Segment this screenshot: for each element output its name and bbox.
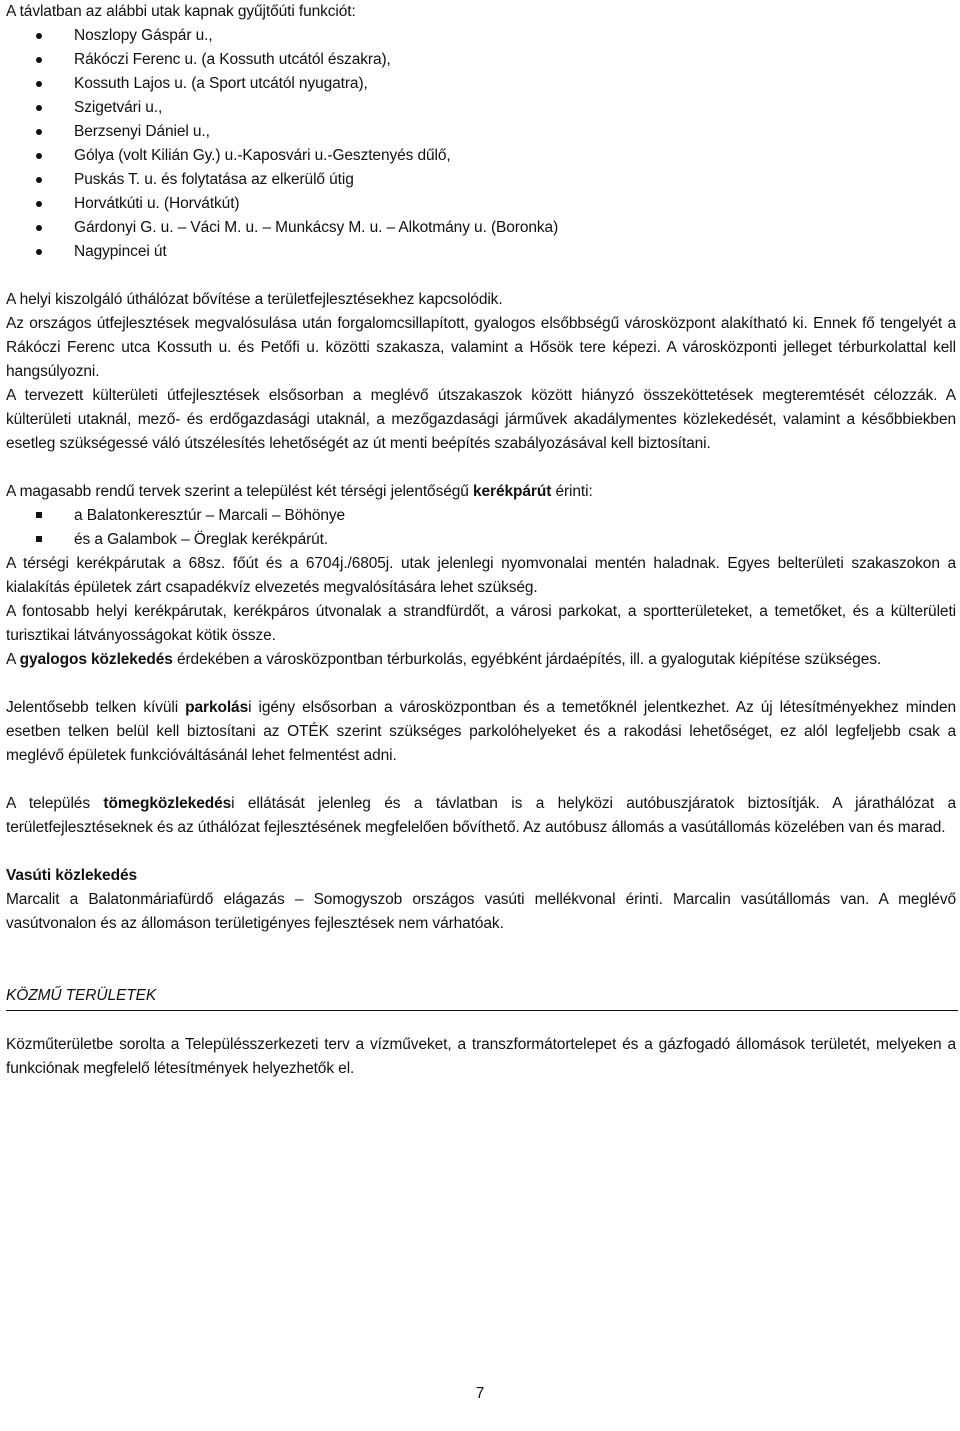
list-item: Rákóczi Ferenc u. (a Kossuth utcától északra),	[6, 48, 956, 72]
page-number: 7	[475, 1385, 485, 1402]
bullet-dot-icon	[36, 105, 42, 111]
local-bike-paragraph: A fontosabb helyi kerékpárutak, kerékpáros útvonalak a strandfürdőt, a városi parkokat, a sportterületeket, a temetőket, és a külterületi turisztikai látványosságokat kötik össze.	[6, 603, 956, 644]
rural-roads-paragraph: A tervezett külterületi útfejlesztések elsősorban a meglévő útszakaszok között hiányzó összeköttetések megteremtését célozzák. A külterületi utaknál, mező- és erdőgazdasági utaknál, a mezőgazdasági járművek akadálymentes közlekedését, valamint a későbbiekben esetleg szükségessé váló útszélesítés lehetőségét az út menti beépítés szabályozásával kell biztosítani.	[6, 387, 956, 452]
pedestrian-paragraph: A gyalogos közlekedés érdekében a városközpontban térburkolás, egyébként járdaépítés, ill. a gyalogutak kiépítése szükséges.	[6, 651, 882, 668]
bullet-dot-icon	[36, 249, 42, 255]
local-network-paragraph: A helyi kiszolgáló úthálózat bővítése a területfejlesztésekhez kapcsolódik.	[6, 291, 503, 308]
list-item: Puskás T. u. és folytatása az elkerülő útig	[6, 168, 956, 192]
bullet-dot-icon	[36, 33, 42, 39]
collector-roads-intro: A távlatban az alábbi utak kapnak gyűjtőúti funkciót:	[6, 3, 356, 20]
rail-heading: Vasúti közlekedés	[6, 867, 137, 884]
list-item: Szigetvári u.,	[6, 96, 956, 120]
bullet-dot-icon	[36, 177, 42, 183]
bullet-dot-icon	[36, 225, 42, 231]
bullet-dot-icon	[36, 201, 42, 207]
bullet-dot-icon	[36, 129, 42, 135]
bike-intro-paragraph: A magasabb rendű tervek szerint a települést két térségi jelentőségű kerékpárút érinti:	[6, 483, 593, 500]
public-transit-paragraph: A település tömegközlekedési ellátását jelenleg és a távlatban is a helyközi autóbuszjáratok biztosítják. A járathálózat a területfejlesztéseknek és az úthálózat fejlesztésének megfelelően bővíthető. Az autóbusz állomás a vasútállomás közelében van és marad.	[6, 795, 956, 836]
list-item: Horvátkúti u. (Horvátkút)	[6, 192, 956, 216]
bike-routes-list	[6, 504, 956, 552]
list-item: Gárdonyi G. u. – Váci M. u. – Munkácsy M. u. – Alkotmány u. (Boronka)	[6, 216, 956, 240]
bullet-dot-icon	[36, 153, 42, 159]
rail-paragraph: Marcalit a Balatonmáriafürdő elágazás – Somogyszob országos vasúti mellékvonal érinti. Marcalin vasútállomás van. A meglévő vasútvonalon és az állomáson területigényes fejlesztések nem várhatóak.	[6, 891, 956, 932]
pedestrian-keyword: gyalogos közlekedés	[19, 651, 173, 668]
list-item: Kossuth Lajos u. (a Sport utcától nyugatra),	[6, 72, 956, 96]
bullet-square-icon	[36, 512, 42, 518]
bullet-dot-icon	[36, 57, 42, 63]
parking-paragraph: Jelentősebb telken kívüli parkolási igény elsősorban a városközpontban és a temetőknél jelentkezhet. Az új létesítményekhez minden esetben telken belül kell biztosítani az OTÉK szerint szükséges parkolóhelyeket és a rakodási lehetőséget, ez alól legfeljebb csak a meglévő épületek funkcióváltásánál lehet felmentést adni.	[6, 699, 956, 764]
collector-roads-list	[6, 24, 956, 264]
list-item: Gólya (volt Kilián Gy.) u.-Kaposvári u.-Gesztenyés dűlő,	[6, 144, 956, 168]
list-item: Noszlopy Gáspár u.,	[6, 24, 956, 48]
list-item: Nagypincei út	[6, 240, 956, 264]
bike-keyword: kerékpárút	[473, 483, 552, 500]
utilities-paragraph: Közműterületbe sorolta a Településszerkezeti terv a vízműveket, a transzformátortelepet és a gázfogadó állomások területét, melyeken a funkciónak megfelelő létesítmények helyezhetők el.	[6, 1036, 956, 1077]
regional-bike-paragraph: A térségi kerékpárutak a 68sz. főút és a 6704j./6805j. utak jelenlegi nyomvonalai mentén haladnak. Egyes belterületi szakaszokon a kialakítás épületek zárt csapadékvíz elvezetés megvalósítására lehet szükség.	[6, 555, 956, 596]
bullet-dot-icon	[36, 81, 42, 87]
town-center-paragraph: Az országos útfejlesztések megvalósulása után forgalomcsillapított, gyalogos elsőbbségű városközpont alakítható ki. Ennek fő tengelyét a Rákóczi Ferenc utca Kossuth u. és Petőfi u. közötti szakasza, valamint a Hősök tere képezi. A városközponti jelleget térburkolattal kell hangsúlyozni.	[6, 315, 956, 380]
list-item: Berzsenyi Dániel u.,	[6, 120, 956, 144]
list-item: a Balatonkeresztúr – Marcali – Böhönye	[6, 504, 956, 528]
document-page	[6, 0, 956, 1081]
utilities-heading: KÖZMŰ TERÜLETEK	[6, 984, 958, 1011]
parking-keyword: parkolás	[185, 699, 249, 716]
bullet-square-icon	[36, 536, 42, 542]
transit-keyword: tömegközlekedés	[103, 795, 232, 812]
list-item: és a Galambok – Öreglak kerékpárút.	[6, 528, 956, 552]
